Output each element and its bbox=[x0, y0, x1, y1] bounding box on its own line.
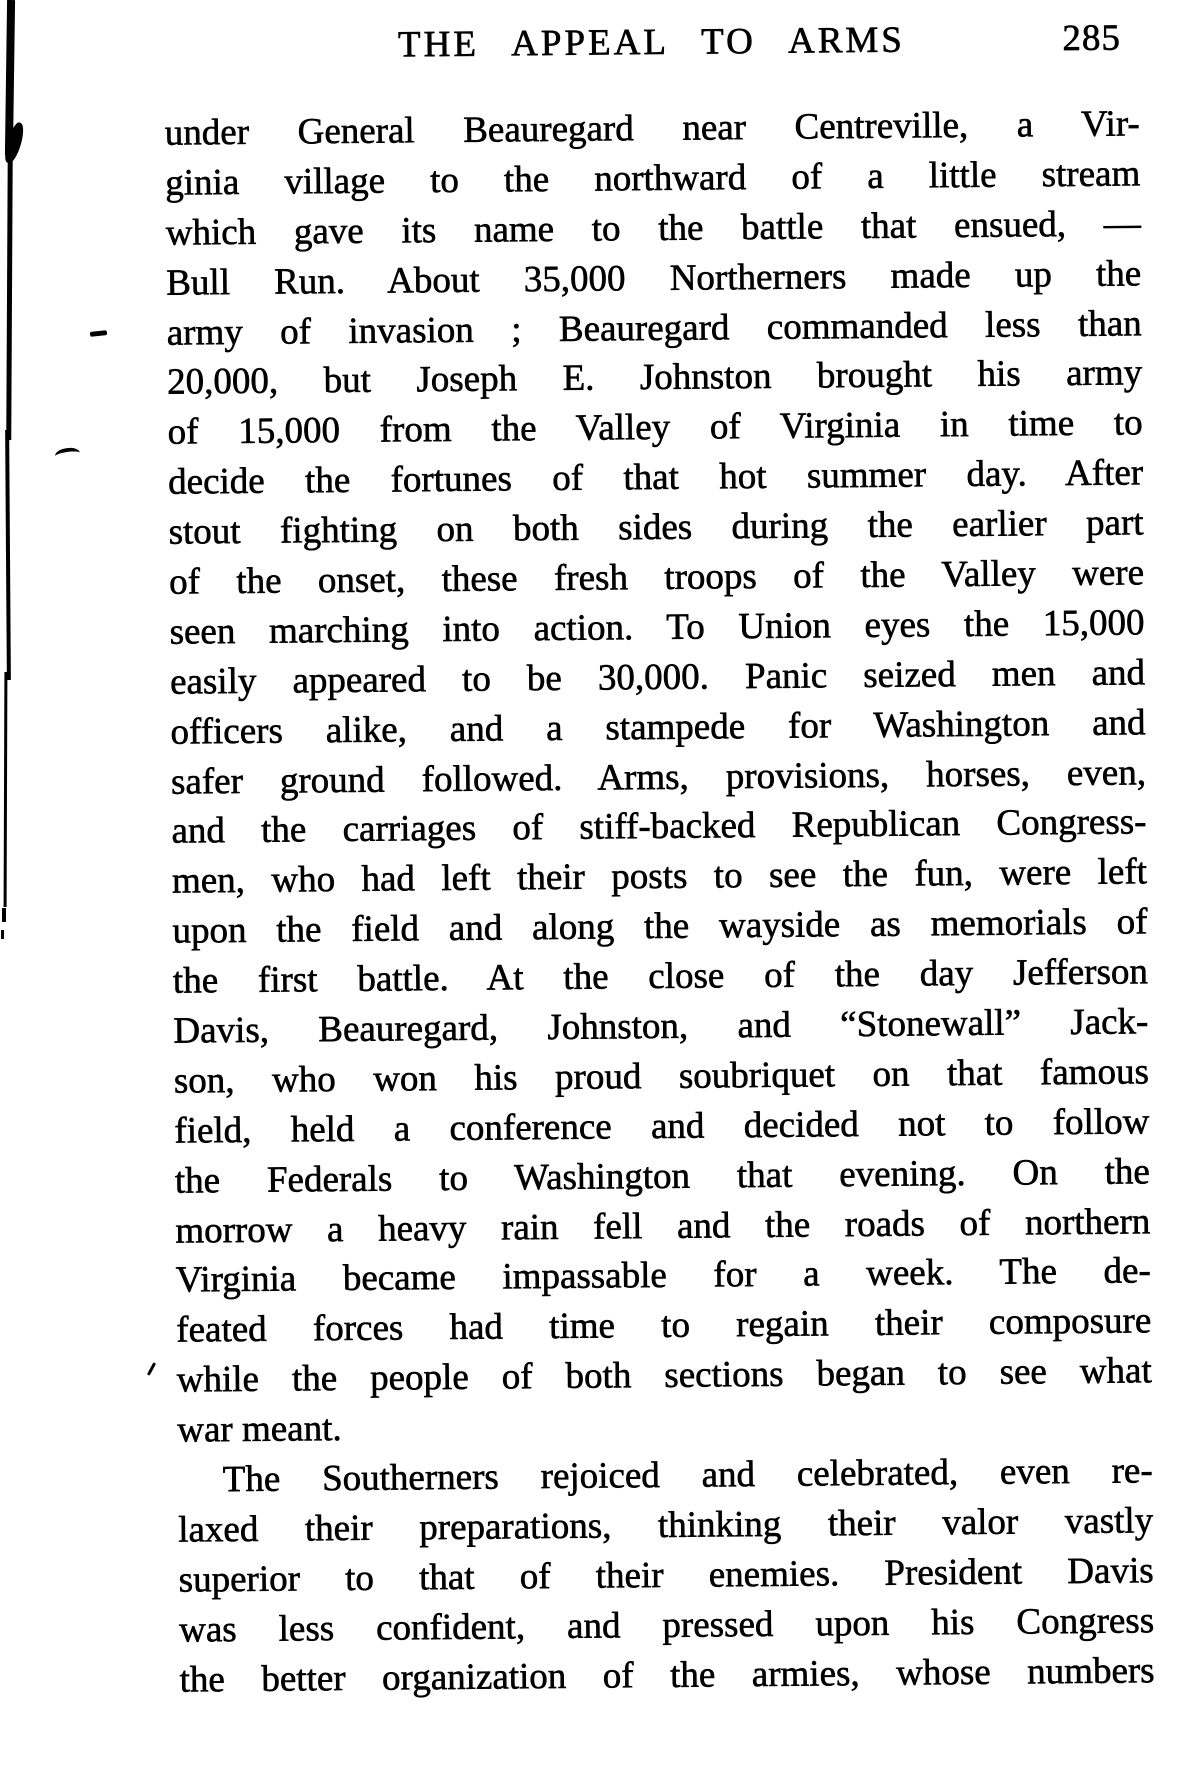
text-line: and the carriages of stiff-backed Republican Congress- bbox=[171, 801, 1147, 853]
running-header bbox=[164, 15, 1139, 70]
text-line: of the onset, these fresh troops of the Valley were bbox=[168, 552, 1145, 603]
text-line: 20,000, but Joseph E. Johnston brought his army bbox=[167, 352, 1143, 404]
text-line: Bull Run. About 35,000 Northerners made up the bbox=[166, 253, 1142, 304]
text-line: stout fighting on both sides during the earlier part bbox=[168, 502, 1144, 553]
text-line: war meant. bbox=[177, 1408, 342, 1451]
text-line: of 15,000 from the Valley of Virginia in time to bbox=[167, 402, 1143, 454]
text-line: son, who won his proud soubriquet on that famous bbox=[173, 1051, 1150, 1102]
text-line: superior to that of their enemies. President Davis bbox=[178, 1550, 1154, 1601]
text-line: while the people of both sections began to see what bbox=[176, 1350, 1152, 1401]
text-line: Davis, Beauregard, Johnston, and “Stonewall” Jack- bbox=[173, 1001, 1149, 1052]
text-line: army of invasion ; Beauregard commanded less than bbox=[166, 302, 1142, 354]
text-line: upon the field and along the wayside as memorials of bbox=[172, 901, 1148, 952]
text-line: officers alike, and a stampede for Washington and bbox=[170, 702, 1146, 753]
text-line: under General Beauregard near Centreville, a Vir- bbox=[164, 103, 1140, 154]
text-line: seen marching into action. To Union eyes the 15,000 bbox=[169, 602, 1145, 653]
text-line: which gave its name to the battle that ensued, — bbox=[165, 203, 1141, 254]
text-line: easily appeared to be 30,000. Panic seized men and bbox=[169, 652, 1146, 703]
text-line: was less confident, and pressed upon his Congress bbox=[178, 1600, 1155, 1651]
text-line: the better organization of the armies, whose numbers bbox=[179, 1649, 1155, 1701]
text-line: morrow a heavy rain fell and the roads of northern bbox=[175, 1200, 1151, 1252]
text-line: laxed their preparations, thinking their valor vastly bbox=[178, 1500, 1154, 1551]
text-line: field, held a conference and decided not to follow bbox=[174, 1101, 1150, 1152]
chapter-title: THE APPEAL TO ARMS bbox=[397, 19, 906, 66]
text-line: feated forces had time to regain their composure bbox=[176, 1300, 1152, 1352]
text-line: safer ground followed. Arms, provisions, horses, even, bbox=[170, 751, 1147, 803]
page-number: 285 bbox=[1062, 17, 1122, 60]
text-line: the Federals to Washington that evening. On the bbox=[174, 1151, 1151, 1202]
text-line: ginia village to the northward of a little stream bbox=[165, 153, 1141, 204]
text-line: men, who had left their posts to see the fun, were left bbox=[171, 851, 1148, 903]
text-line: Virginia became impassable for a week. The de- bbox=[175, 1250, 1151, 1302]
text-line: the first battle. At the close of the day Jefferson bbox=[172, 951, 1149, 1002]
text-line: The Southerners rejoiced and celebrated, even re- bbox=[222, 1450, 1153, 1501]
body-text bbox=[165, 99, 1155, 1705]
text-line: decide the fortunes of that hot summer day. After bbox=[167, 452, 1144, 503]
